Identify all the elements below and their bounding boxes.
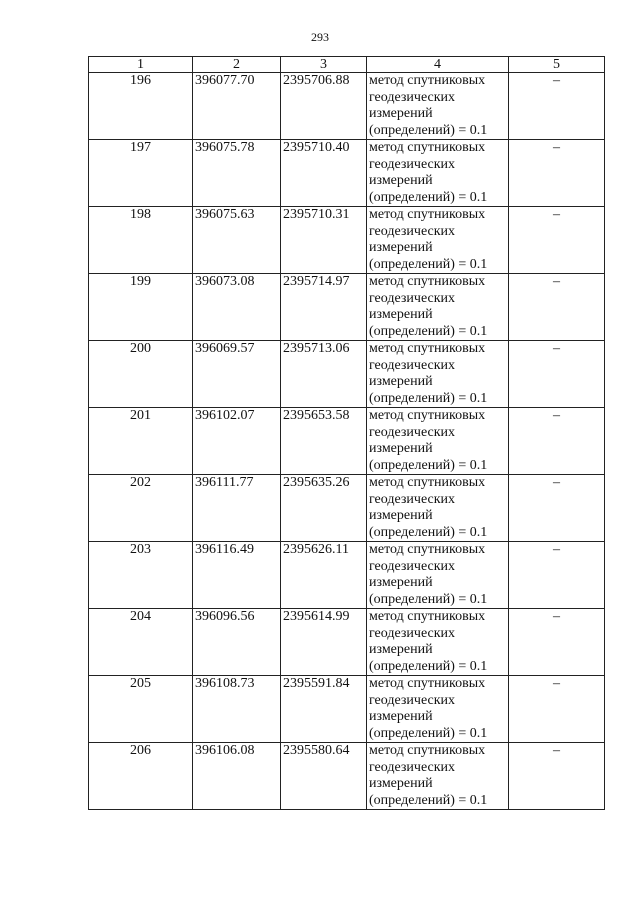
method-line: измерений: [369, 240, 433, 255]
method-line: метод спутниковых: [369, 341, 486, 356]
page-number: 293: [311, 30, 329, 44]
method-cell: [367, 140, 509, 207]
coordinates-table: [88, 56, 605, 810]
method-line: геодезических: [369, 290, 456, 306]
method-line: метод спутниковых: [369, 73, 486, 88]
method-line: (определений) = 0.1: [369, 457, 488, 473]
method-line: геодезических: [369, 759, 456, 775]
table-row: [89, 676, 605, 743]
method-line: метод спутниковых: [369, 408, 486, 423]
method-cell: [367, 609, 509, 676]
note-cell: –: [509, 475, 605, 542]
point-number-cell: 197: [89, 140, 193, 207]
note-cell: –: [509, 542, 605, 609]
method-line: геодезических: [369, 692, 456, 708]
table-body: [89, 73, 605, 810]
point-number-cell: 196: [89, 73, 193, 140]
note-cell: –: [509, 408, 605, 475]
table-row: [89, 542, 605, 609]
y-coordinate-cell: 2395653.58: [281, 408, 367, 475]
header-col-4: 4: [367, 57, 509, 73]
note-cell: –: [509, 743, 605, 810]
method-line: метод спутниковых: [369, 274, 486, 289]
method-line: измерений: [369, 441, 433, 456]
method-cell: [367, 676, 509, 743]
method-line: (определений) = 0.1: [369, 122, 488, 138]
table-row: [89, 743, 605, 810]
method-line: геодезических: [369, 491, 456, 507]
point-number-cell: 200: [89, 341, 193, 408]
note-cell: –: [509, 140, 605, 207]
point-number-cell: 202: [89, 475, 193, 542]
table-row: [89, 73, 605, 140]
point-number-cell: 199: [89, 274, 193, 341]
note-cell: –: [509, 676, 605, 743]
method-line: (определений) = 0.1: [369, 658, 488, 674]
method-line: (определений) = 0.1: [369, 792, 488, 808]
method-cell: [367, 73, 509, 140]
method-line: измерений: [369, 709, 433, 724]
method-line: геодезических: [369, 625, 456, 641]
x-coordinate-cell: 396096.56: [193, 609, 281, 676]
method-line: метод спутниковых: [369, 475, 486, 490]
x-coordinate-cell: 396108.73: [193, 676, 281, 743]
x-coordinate-cell: 396102.07: [193, 408, 281, 475]
method-line: (определений) = 0.1: [369, 256, 488, 272]
point-number-cell: 206: [89, 743, 193, 810]
method-line: измерений: [369, 776, 433, 791]
x-coordinate-cell: 396116.49: [193, 542, 281, 609]
y-coordinate-cell: 2395710.40: [281, 140, 367, 207]
table-row: [89, 140, 605, 207]
y-coordinate-cell: 2395614.99: [281, 609, 367, 676]
y-coordinate-cell: 2395580.64: [281, 743, 367, 810]
method-line: геодезических: [369, 357, 456, 373]
point-number-cell: 201: [89, 408, 193, 475]
y-coordinate-cell: 2395714.97: [281, 274, 367, 341]
method-line: измерений: [369, 374, 433, 389]
method-cell: [367, 743, 509, 810]
point-number-cell: 205: [89, 676, 193, 743]
method-line: измерений: [369, 508, 433, 523]
note-cell: –: [509, 207, 605, 274]
method-line: (определений) = 0.1: [369, 524, 488, 540]
note-cell: –: [509, 73, 605, 140]
y-coordinate-cell: 2395635.26: [281, 475, 367, 542]
table-row: [89, 207, 605, 274]
method-line: измерений: [369, 173, 433, 188]
x-coordinate-cell: 396075.63: [193, 207, 281, 274]
point-number-cell: 203: [89, 542, 193, 609]
table-row: [89, 341, 605, 408]
method-line: метод спутниковых: [369, 140, 486, 155]
y-coordinate-cell: 2395591.84: [281, 676, 367, 743]
method-line: измерений: [369, 575, 433, 590]
header-col-5: 5: [509, 57, 605, 73]
method-line: геодезических: [369, 424, 456, 440]
y-coordinate-cell: 2395710.31: [281, 207, 367, 274]
x-coordinate-cell: 396075.78: [193, 140, 281, 207]
note-cell: –: [509, 341, 605, 408]
y-coordinate-cell: 2395706.88: [281, 73, 367, 140]
table-row: [89, 475, 605, 542]
x-coordinate-cell: 396077.70: [193, 73, 281, 140]
method-line: (определений) = 0.1: [369, 189, 488, 205]
method-line: метод спутниковых: [369, 743, 486, 758]
point-number-cell: 204: [89, 609, 193, 676]
method-line: измерений: [369, 307, 433, 322]
x-coordinate-cell: 396106.08: [193, 743, 281, 810]
y-coordinate-cell: 2395713.06: [281, 341, 367, 408]
header-col-1: 1: [89, 57, 193, 73]
method-line: (определений) = 0.1: [369, 323, 488, 339]
method-line: геодезических: [369, 89, 456, 105]
method-cell: [367, 274, 509, 341]
header-col-2: 2: [193, 57, 281, 73]
method-line: метод спутниковых: [369, 676, 486, 691]
method-line: метод спутниковых: [369, 207, 486, 222]
table-row: [89, 609, 605, 676]
method-line: (определений) = 0.1: [369, 591, 488, 607]
x-coordinate-cell: 396069.57: [193, 341, 281, 408]
method-line: геодезических: [369, 558, 456, 574]
x-coordinate-cell: 396073.08: [193, 274, 281, 341]
note-cell: –: [509, 274, 605, 341]
table-header-row: [89, 57, 605, 73]
note-cell: –: [509, 609, 605, 676]
y-coordinate-cell: 2395626.11: [281, 542, 367, 609]
table-row: [89, 274, 605, 341]
method-line: метод спутниковых: [369, 542, 486, 557]
method-line: геодезических: [369, 156, 456, 172]
header-col-3: 3: [281, 57, 367, 73]
method-cell: [367, 542, 509, 609]
method-line: метод спутниковых: [369, 609, 486, 624]
point-number-cell: 198: [89, 207, 193, 274]
method-cell: [367, 341, 509, 408]
method-cell: [367, 207, 509, 274]
method-cell: [367, 408, 509, 475]
method-line: (определений) = 0.1: [369, 725, 488, 741]
method-line: измерений: [369, 642, 433, 657]
method-line: измерений: [369, 106, 433, 121]
x-coordinate-cell: 396111.77: [193, 475, 281, 542]
table-row: [89, 408, 605, 475]
method-line: (определений) = 0.1: [369, 390, 488, 406]
method-cell: [367, 475, 509, 542]
method-line: геодезических: [369, 223, 456, 239]
